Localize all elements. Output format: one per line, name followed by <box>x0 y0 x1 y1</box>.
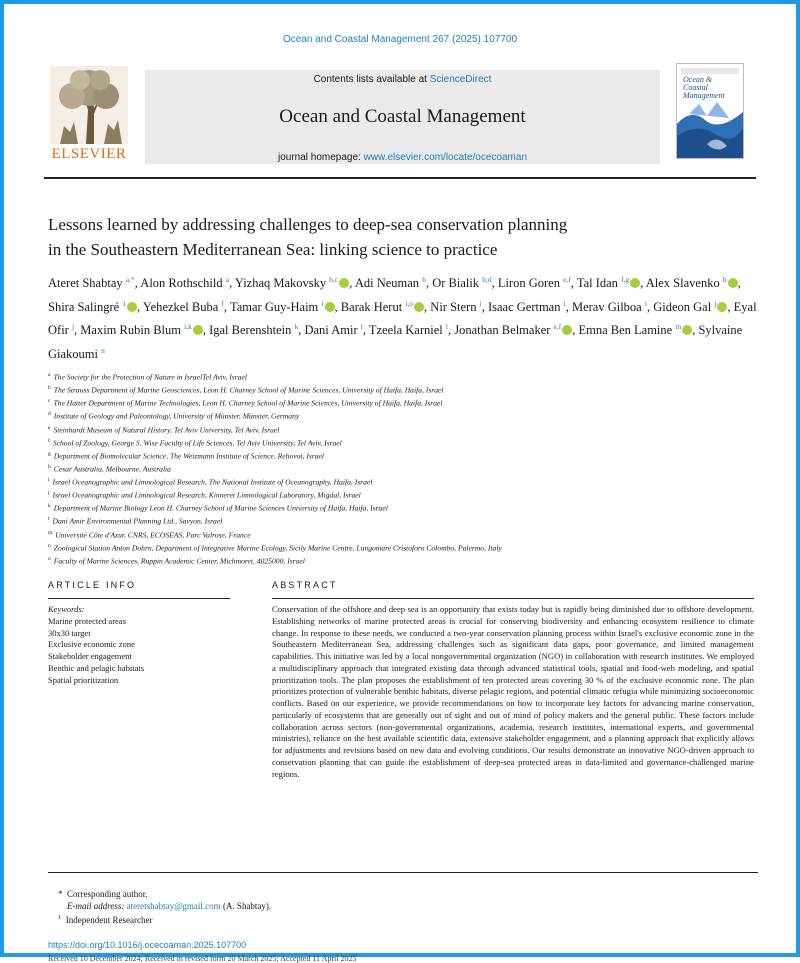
affiliation-key: i <box>48 477 50 483</box>
author-item: Tzeela Karniel $^l$, <box>368 322 455 338</box>
author-affiliation-marker[interactable]: 1 <box>122 298 127 308</box>
journal-cover-thumbnail[interactable] <box>676 63 744 159</box>
affiliation-text: Cesar Australia, Melbourne, Australia <box>53 464 171 474</box>
affiliation-key: d <box>48 411 51 418</box>
author-affiliation-marker[interactable]: n <box>101 345 105 355</box>
affiliation-item <box>48 436 768 449</box>
affiliation-item <box>48 501 768 514</box>
author-item: Yehezkel Buba $^f$, <box>142 298 230 314</box>
affiliation-text: The Hatter Department of Marine Technologies, Leon H. Charney School of Marine Sciences, University of Haifa, Haifa, Israel <box>53 398 443 408</box>
affiliation-key: n <box>48 542 51 549</box>
author-item: Eyal Ofir $^j$, <box>48 299 757 338</box>
author-affiliation-marker[interactable]: i <box>321 298 324 308</box>
affiliation-item <box>48 475 768 488</box>
author-name[interactable]: Dani Amir <box>304 323 358 338</box>
author-affiliation-marker[interactable]: b,c <box>329 275 339 284</box>
affiliation-list <box>48 370 768 567</box>
affiliation-key: g <box>48 450 51 457</box>
author-affiliation-marker[interactable]: a,* <box>125 275 135 284</box>
affiliation-item <box>48 514 768 527</box>
affiliation-text: Dani Amir Environmental Planning Ltd., Savyon, Israel <box>52 516 223 526</box>
affiliation-key: o <box>48 555 51 562</box>
affiliation-item <box>48 370 768 383</box>
author-item: Jonathan Belmaker $^{e,f}$ , <box>454 322 579 338</box>
affiliation-key: h <box>48 463 51 470</box>
doi-link[interactable]: https://doi.org/10.1016/j.ocecoaman.2025.107700 <box>48 940 247 950</box>
affiliation-key: c <box>48 398 51 405</box>
affiliation-key: l <box>48 516 50 523</box>
author-affiliation-marker[interactable]: f,g <box>621 275 630 284</box>
journal-title: Ocean and Coastal Management <box>279 106 526 127</box>
author-name[interactable]: Jonathan Belmaker <box>454 323 551 338</box>
affiliation-item <box>48 396 768 409</box>
author-name[interactable]: Nir Stern <box>430 299 477 314</box>
author-affiliation-marker[interactable]: h <box>722 275 727 284</box>
affiliation-text: Department of Biomolecular Science, The Weizmann Institute of Science, Rehovot, Israel <box>53 451 325 461</box>
author-name[interactable]: Tamar Guy-Haim <box>229 299 319 314</box>
orcid-icon[interactable] <box>127 302 137 312</box>
author-name[interactable]: Yehezkel Buba <box>142 299 219 314</box>
author-affiliation-marker[interactable]: l <box>445 322 448 332</box>
journal-header <box>44 66 756 166</box>
corresponding-author-note: * Corresponding author. <box>58 889 148 899</box>
journal-banner <box>145 70 660 164</box>
author-affiliation-marker[interactable]: i,o <box>405 298 414 308</box>
author-affiliation-marker[interactable]: j <box>714 298 717 308</box>
author-item: Barak Herut $^{i,o}$ , <box>340 298 431 314</box>
orcid-icon[interactable] <box>562 325 572 335</box>
author-name[interactable]: Ateret Shabtay <box>48 276 123 291</box>
author-affiliation-marker[interactable]: i <box>479 298 482 308</box>
homepage-link[interactable]: www.elsevier.com/locate/ocecoaman <box>363 152 528 163</box>
footnote-rule <box>48 872 758 873</box>
abstract-heading: ABSTRACT <box>272 580 338 590</box>
author-item: Dani Amir $^l$, <box>304 322 369 338</box>
author-affiliation-marker[interactable]: i,k <box>184 322 192 332</box>
article-title: Lessons learned by addressing challenges to deep-sea conservation planning in the Southeastern Mediterranean Sea: linking science to practice <box>48 215 568 259</box>
affiliation-text: The Strauss Department of Marine Geosciences, Leon H. Charney School of Marine Sciences, University of Haifa, Haifa, Israel <box>53 385 444 395</box>
author-list <box>48 270 758 365</box>
orcid-icon[interactable] <box>325 302 335 312</box>
affiliation-key: k <box>48 503 51 510</box>
footnotes <box>58 888 758 926</box>
keyword-item: Marine protected areas <box>48 615 126 626</box>
author-name[interactable]: Sylvaine Giakoumi <box>48 323 743 362</box>
article-info-heading: ARTICLE INFO <box>48 580 137 590</box>
affiliation-item <box>48 554 768 567</box>
publisher-wordmark: ELSEVIER <box>51 146 127 162</box>
affiliation-item <box>48 423 768 436</box>
author-item: Or Bialik $^{b,d}$, <box>432 275 498 291</box>
author-item: Tal Idan $^{f,g}$ , <box>576 275 646 291</box>
author-item: Igal Berenshtein $^k$, <box>209 322 305 338</box>
independent-researcher-note: $^1$ Independent Researcher <box>58 914 153 925</box>
affiliation-key: j <box>48 490 50 497</box>
affiliation-key: a <box>48 372 51 378</box>
author-affiliation-marker[interactable]: l <box>360 322 363 332</box>
author-name[interactable]: Gideon Gal <box>653 299 712 314</box>
author-name[interactable]: Adi Neuman <box>354 276 420 291</box>
keywords-label: Keywords: <box>48 604 85 614</box>
affiliation-key: e <box>48 424 51 431</box>
orcid-icon[interactable] <box>339 278 349 288</box>
affiliation-text: Steinhardt Museum of Natural History, Tel Aviv University, Tel Aviv, Israel <box>53 425 280 435</box>
author-name[interactable]: Emna Ben Lamine <box>578 323 673 338</box>
orcid-icon[interactable] <box>728 278 738 288</box>
orcid-icon[interactable] <box>717 302 727 312</box>
received-dates: Received 10 December 2024; Received in revised form 20 March 2025; Accepted 11 April 2025 <box>48 954 357 963</box>
affiliation-text: Institute of Geology and Paleontology, University of Münster, Münster, Germany <box>53 411 300 421</box>
author-affiliation-marker[interactable]: k <box>294 322 299 332</box>
author-affiliation-marker[interactable]: f <box>221 298 224 308</box>
affiliation-item <box>48 383 768 396</box>
journal-citation[interactable]: Ocean and Coastal Management 267 (2025) 107700 <box>282 34 518 45</box>
author-name[interactable]: Tal Idan <box>576 276 618 291</box>
author-name[interactable]: Alon Rothschild <box>140 276 223 291</box>
author-name[interactable]: Or Bialik <box>432 276 480 291</box>
author-item: Liron Goren $^{e,f}$, <box>497 275 577 291</box>
keywords-list <box>48 616 228 687</box>
abstract-text: Conservation of the offshore and deep sea is an opportunity that exists today but is rapidly being diminished due to offshore development. Establishing networks of marine protected areas is crucial for conserving biodiversity and enhancing ecosystem resilience to climate change. In response to these needs, we conducted a two-year conservation planning process within Israel's exclusive economic zone in the Southeastern Mediterranean Sea, addressing challenges such as significant data gaps, poor governance, and limited management capabilities. This initiative was led by a local nongovernmental organization (NGO) in collaboration with research institutes. We employed a multidisciplinary approach that integrated existing data through advanced statistical tools, spatial and food-web modeling, and spatial prioritization tools. The plan proposes the establishment of ten protected areas covering 30 % of the exclusive economic zone. The plan prioritizes protection of vulnerable benthic habitats, diverse pelagic regions, and potential climatic refugia while minimizing socioeconomic conflicts. Based on our experience, we provide recommendations on how to incorporate key factors for advancing marine conservation, particularly of ecosystems that are generally out of sight and out of mind of policy makers and the general public. These factors include collaboration across sectors (non-governmental organizations, academia, research institutes, international experts, and governmental ministries), reliance on the best available scientific data, extensive stakeholder engagement, and a planning approach that explicitly allows for adjustments and revisions based on new data and evolving conditions. Our results demonstrate an innovative NGO-driven approach to conservation planning that can guide the establishment of deep-sea protected areas in data-limited and governance-challenged marine regions. <box>272 604 754 779</box>
affiliation-item <box>48 409 768 422</box>
author-name[interactable]: Isaac Gertman <box>487 299 561 314</box>
affiliation-text: The Society for the Protection of Nature in IsraelTel Aviv, Israel <box>53 372 247 382</box>
author-name[interactable]: Merav Gilboa <box>571 299 642 314</box>
author-affiliation-marker[interactable]: e,f <box>553 322 562 332</box>
author-name[interactable]: Yizhaq Makovsky <box>234 276 327 291</box>
contents-availability: Contents lists available at ScienceDirect <box>313 74 492 85</box>
author-item: Emna Ben Lamine $^m$ , <box>578 322 699 338</box>
author-item: Gideon Gal $^j$ , <box>653 298 734 314</box>
orcid-icon[interactable] <box>630 278 640 288</box>
author-name[interactable]: Eyal Ofir <box>48 299 757 338</box>
orcid-icon[interactable] <box>414 302 424 312</box>
author-item: Alex Slavenko $^h$ , <box>645 275 741 291</box>
author-name[interactable]: Shira Salingré <box>48 299 120 314</box>
affiliation-item <box>48 462 768 475</box>
author-item: Ateret Shabtay $^{a,*}$, <box>48 275 141 291</box>
author-affiliation-marker[interactable]: b <box>422 275 426 284</box>
affiliation-text: Zoological Station Anton Dohrn, Department of Integrative Marine Ecology, Sicily Marine Centre, Lungomare Cristoforo Colombo, Palermo, Italy <box>53 543 502 553</box>
elsevier-logo[interactable] <box>44 66 134 164</box>
author-email-link[interactable]: ateretshabtay@gmail.com <box>126 901 221 911</box>
cover-title: Ocean & Coastal Management <box>683 75 725 100</box>
header-rule <box>44 177 756 179</box>
affiliation-text: School of Zoology, George S. Wise Faculty of Life Sciences, Tel Aviv University, Tel Aviv, Israel <box>52 438 342 448</box>
author-affiliation-marker[interactable]: i <box>644 298 647 308</box>
author-item: Isaac Gertman $^i$, <box>487 298 572 314</box>
author-name[interactable]: Tzeela Karniel <box>368 323 443 338</box>
author-name[interactable]: Igal Berenshtein <box>209 323 292 338</box>
affiliation-item <box>48 541 768 554</box>
author-affiliation-marker[interactable]: e,f <box>563 275 571 284</box>
affiliation-item <box>48 528 768 541</box>
keyword-item: 30x30 target <box>48 627 91 638</box>
author-affiliation-marker[interactable]: b,d <box>482 275 492 284</box>
author-name[interactable]: Maxim Rubin Blum <box>80 323 181 338</box>
keywords-block <box>48 604 228 687</box>
affiliation-item <box>48 488 768 501</box>
author-affiliation-marker[interactable]: m <box>675 322 682 332</box>
author-affiliation-marker[interactable]: a <box>225 275 230 284</box>
email-note: E-mail address: ateretshabtay@gmail.com (A. Shabtay). <box>67 901 272 911</box>
keyword-item: Spatial prioritization <box>48 674 119 685</box>
author-name[interactable]: Liron Goren <box>497 276 560 291</box>
sciencedirect-link[interactable]: ScienceDirect <box>429 74 492 85</box>
article-info-rule <box>48 598 230 599</box>
author-item: Alon Rothschild $^a$, <box>140 275 235 291</box>
author-item: Merav Gilboa $^i$, <box>571 298 654 314</box>
affiliation-text: Faculty of Marine Sciences, Ruppin Academic Center, Michmoret, 4025000, Israel <box>53 556 305 566</box>
elsevier-tree-icon <box>50 66 128 144</box>
affiliation-text: Université Côte d'Azur, CNRS, ECOSEAS, Parc Valrose, France <box>55 530 251 540</box>
author-item: Tamar Guy-Haim $^i$ , <box>229 298 341 314</box>
affiliation-text: Israel Oceanographic and Limnological Research, Kinneret Limnological Laboratory, Migdal, Israel <box>52 490 361 500</box>
keyword-item: Stakeholder engagement <box>48 651 132 662</box>
author-name[interactable]: Barak Herut <box>340 299 403 314</box>
affiliation-item <box>48 449 768 462</box>
author-name[interactable]: Alex Slavenko <box>645 276 720 291</box>
affiliation-key: b <box>48 385 51 392</box>
affiliation-text: Department of Marine Biology Leon H. Charney School of Marine Sciences University of Haifa, Haifa, Israel <box>53 503 388 513</box>
author-item: Nir Stern $^i$, <box>430 298 488 314</box>
author-item: Shira Salingré $^1$ , <box>48 298 143 314</box>
abstract-rule <box>272 598 754 599</box>
keyword-item: Exclusive economic zone <box>48 639 135 650</box>
author-item: Adi Neuman $^b$, <box>354 275 433 291</box>
author-affiliation-marker[interactable]: i <box>563 298 566 308</box>
orcid-icon[interactable] <box>193 325 203 335</box>
keyword-item: Benthic and pelagic habitats <box>48 662 145 673</box>
journal-homepage: journal homepage: www.elsevier.com/locate/ocecoaman <box>277 152 528 163</box>
affiliation-key: m <box>48 529 53 536</box>
affiliation-text: Israel Oceanographic and Limnological Research, The National Institute of Oceanography, Haifa, Israel <box>52 477 373 487</box>
orcid-icon[interactable] <box>682 325 692 335</box>
author-item: Maxim Rubin Blum $^{i,k}$ , <box>80 322 210 338</box>
author-affiliation-marker[interactable]: j <box>71 322 75 332</box>
author-item: Yizhaq Makovsky $^{b,c}$ , <box>234 275 355 291</box>
affiliation-key: f <box>48 437 50 444</box>
